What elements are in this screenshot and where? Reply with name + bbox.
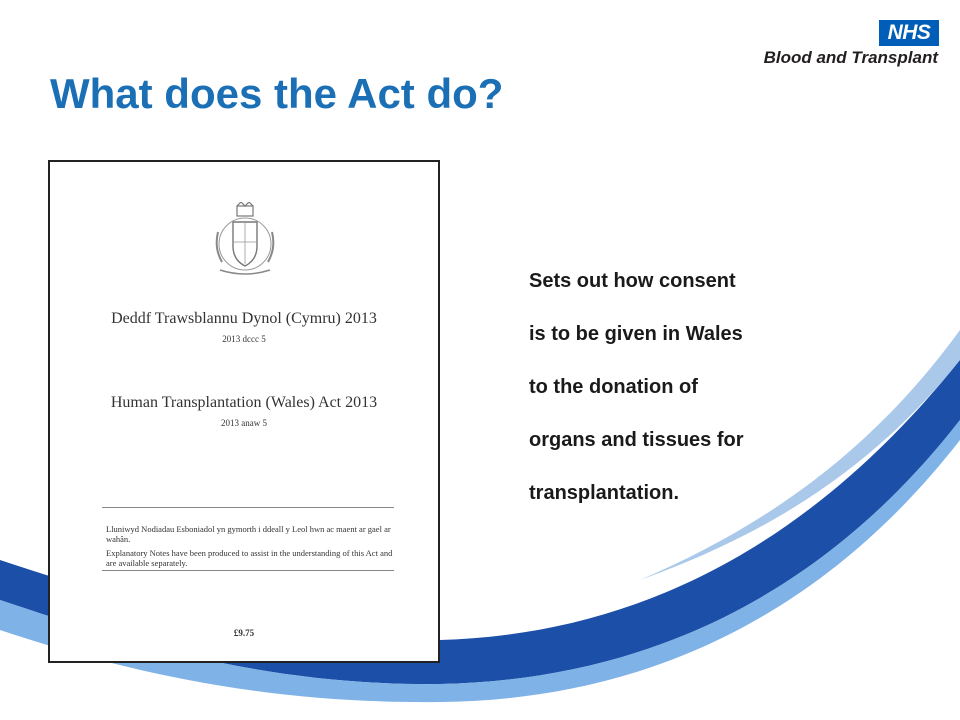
body-line: is to be given in Wales [529, 323, 743, 345]
body-line: transplantation. [529, 482, 680, 504]
brand-name: Blood and Transplant [763, 48, 938, 67]
slide-title: What does the Act do? [50, 70, 504, 117]
slide-body [529, 262, 829, 527]
welsh-explanatory-note: Lluniwyd Nodiadau Esboniadol yn gymorth i ddeall y Leol hwn ac maent ar gael ar wahân. [106, 524, 391, 544]
divider [102, 570, 394, 571]
royal-coat-of-arms-icon [210, 202, 280, 282]
welsh-citation: 2013 dccc 5 [222, 334, 266, 344]
welsh-act-title: Deddf Trawsblannu Dynol (Cymru) 2013 [111, 310, 377, 327]
act-cover-image [48, 160, 440, 663]
price: £9.75 [233, 628, 255, 638]
divider [102, 507, 394, 508]
english-citation: 2013 anaw 5 [221, 418, 267, 428]
nhs-logo-badge: NHS [879, 20, 939, 46]
body-line: Sets out how consent [529, 270, 736, 292]
body-line: to the donation of [529, 376, 698, 398]
english-act-title: Human Transplantation (Wales) Act 2013 [110, 394, 378, 411]
english-explanatory-note: Explanatory Notes have been produced to assist in the understanding of this Act and are available separately. [106, 548, 393, 568]
body-line: organs and tissues for [529, 429, 744, 451]
